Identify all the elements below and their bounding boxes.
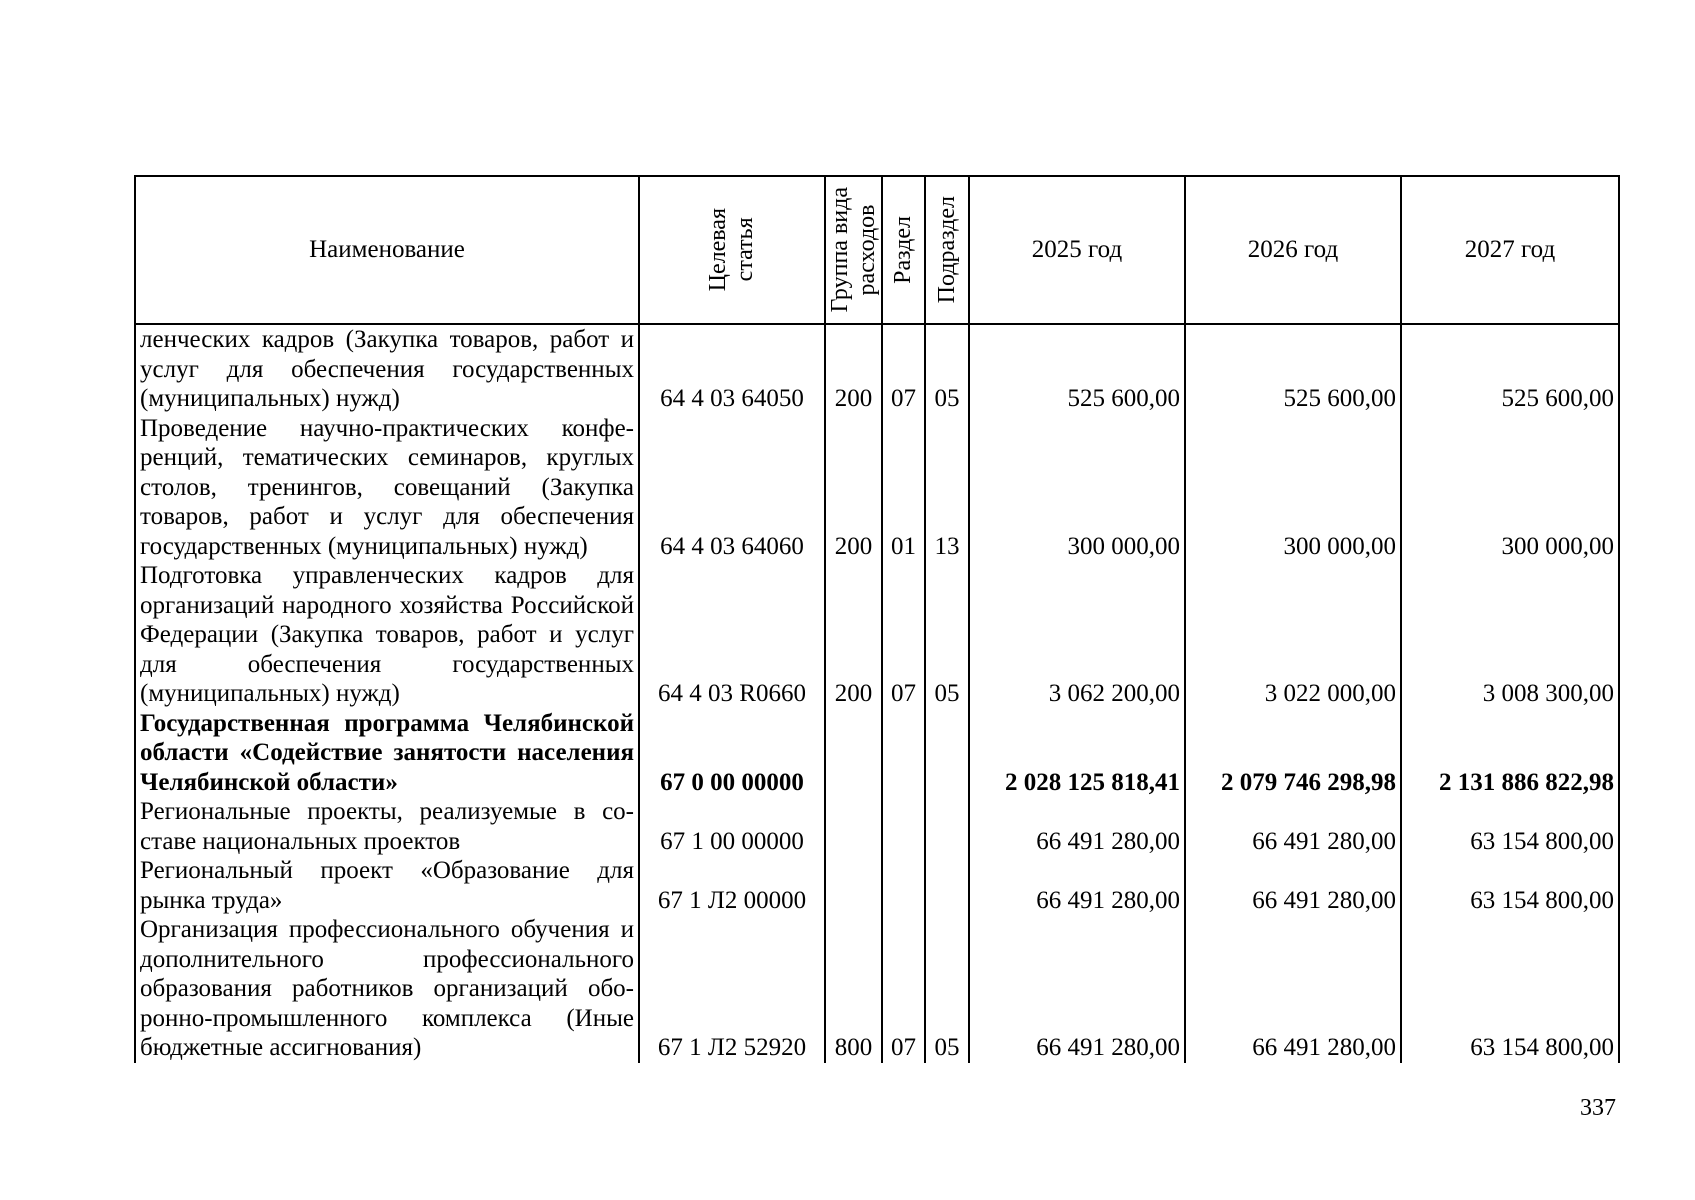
row-target: 67 1 Л2 00000 [639,856,825,915]
row-amount-2026: 300 000,00 [1185,414,1401,562]
row-section [882,856,925,915]
row-amount-2026: 66 491 280,00 [1185,915,1401,1063]
header-target: Целевая статья [639,176,825,324]
row-name: Организация профессионального обучения и дополнительного профессионального образования работников организаций оборонно-промышленного комплекса (Иные бюджетные ассигнования) [135,915,639,1063]
page-number: 337 [1580,1095,1616,1121]
row-group [825,856,882,915]
row-amount-2026: 66 491 280,00 [1185,797,1401,856]
table-row [135,324,1619,414]
row-subsection [925,797,969,856]
row-amount-2027: 300 000,00 [1401,414,1619,562]
row-target: 64 4 03 R0660 [639,561,825,709]
row-subsection: 05 [925,324,969,414]
row-amount-2027: 63 154 800,00 [1401,856,1619,915]
row-section: 07 [882,324,925,414]
row-subsection [925,856,969,915]
row-section [882,709,925,798]
row-amount-2025: 66 491 280,00 [969,915,1185,1063]
header-subsection: Подраздел [925,176,969,324]
row-group: 200 [825,561,882,709]
row-amount-2025: 66 491 280,00 [969,856,1185,915]
row-group: 800 [825,915,882,1063]
row-name: Региональный проект «Образование для рынка труда» [135,856,639,915]
row-name: ленческих кадров (Закупка товаров, работ и услуг для обеспечения государственных (муниципальных) нужд) [135,324,639,414]
row-section: 07 [882,915,925,1063]
row-subsection: 05 [925,915,969,1063]
row-amount-2025: 3 062 200,00 [969,561,1185,709]
row-amount-2027: 525 600,00 [1401,324,1619,414]
row-target: 67 0 00 00000 [639,709,825,798]
table-row-program [135,709,1619,798]
row-target: 67 1 Л2 52920 [639,915,825,1063]
row-group: 200 [825,324,882,414]
row-amount-2026: 66 491 280,00 [1185,856,1401,915]
row-amount-2026: 2 079 746 298,98 [1185,709,1401,798]
table-row [135,797,1619,856]
row-name: Подготовка управленческих кадров для организаций народного хозяйства Российской Федерации (Закупка товаров, работ и услуг для обеспечения государственных (муниципальных) нужд) [135,561,639,709]
row-name: Государственная программа Челябинской области «Содействие занятости населения Челябинской области» [135,709,639,798]
header-name: Наименование [135,176,639,324]
table-row [135,915,1619,1063]
row-target: 64 4 03 64060 [639,414,825,562]
row-group [825,709,882,798]
row-amount-2027: 63 154 800,00 [1401,797,1619,856]
header-year-2027: 2027 год [1401,176,1619,324]
row-name: Проведение научно-практических конференций, тематических семинаров, круглых столов, тренингов, совещаний (Закупка товаров, работ и услуг для обеспечения государственных (муниципальных) нужд) [135,414,639,562]
row-section: 01 [882,414,925,562]
row-target: 64 4 03 64050 [639,324,825,414]
row-amount-2027: 2 131 886 822,98 [1401,709,1619,798]
row-amount-2025: 66 491 280,00 [969,797,1185,856]
header-expense-group: Группа вида расходов [825,176,882,324]
row-amount-2027: 3 008 300,00 [1401,561,1619,709]
table-header-row [135,176,1619,324]
header-year-2025: 2025 год [969,176,1185,324]
row-section [882,797,925,856]
budget-table [134,175,1620,1063]
row-amount-2027: 63 154 800,00 [1401,915,1619,1063]
row-subsection: 13 [925,414,969,562]
header-year-2026: 2026 год [1185,176,1401,324]
row-section: 07 [882,561,925,709]
row-amount-2025: 300 000,00 [969,414,1185,562]
row-amount-2026: 3 022 000,00 [1185,561,1401,709]
table-row [135,414,1619,562]
row-subsection: 05 [925,561,969,709]
row-amount-2025: 525 600,00 [969,324,1185,414]
header-section: Раздел [882,176,925,324]
row-group: 200 [825,414,882,562]
table-row [135,856,1619,915]
row-name: Региональные проекты, реализуемые в составе национальных проектов [135,797,639,856]
row-group [825,797,882,856]
row-subsection [925,709,969,798]
table-row [135,561,1619,709]
row-target: 67 1 00 00000 [639,797,825,856]
row-amount-2025: 2 028 125 818,41 [969,709,1185,798]
row-amount-2026: 525 600,00 [1185,324,1401,414]
